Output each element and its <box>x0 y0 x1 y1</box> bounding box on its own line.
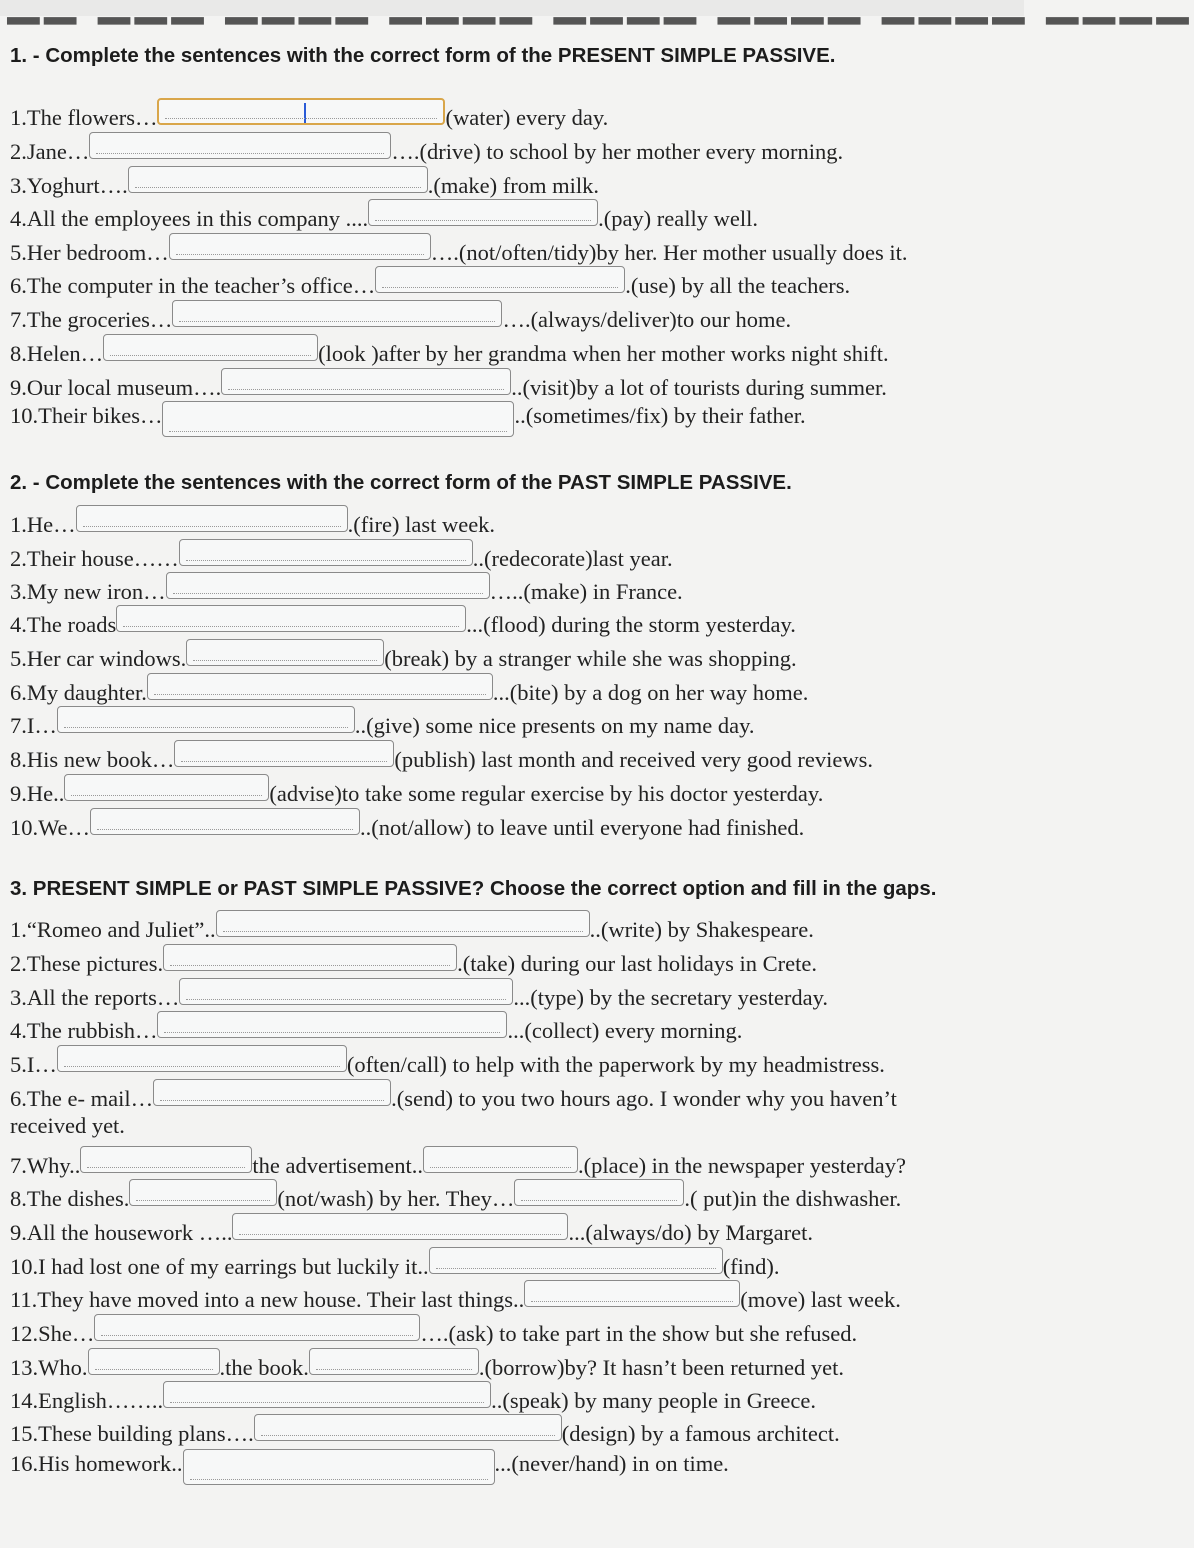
s3-gap-16[interactable] <box>183 1449 495 1485</box>
s3-gap-11[interactable] <box>524 1280 740 1307</box>
s1-sentence-3: 3.Yoghurt…. .(make) from milk. <box>10 166 599 194</box>
s1-sentence-8: 8.Helen… (look )after by her grandma when her mother works night shift. <box>10 334 889 362</box>
s3-sentence-7: 7.Why.. the advertisement.. .(place) in the newspaper yesterday? <box>10 1146 906 1174</box>
s2-sentence-7: 7.I… ..(give) some nice presents on my name day. <box>10 706 755 734</box>
s3-gap-1[interactable] <box>216 910 590 937</box>
s3-gap-7b[interactable] <box>423 1146 578 1173</box>
s2-gap-5[interactable] <box>186 639 384 666</box>
s3-sentence-6: 6.The e- mail… .(send) to you two hours ago. I wonder why you haven’t <box>10 1079 897 1107</box>
s3-gap-5[interactable] <box>57 1045 347 1072</box>
s3-gap-12[interactable] <box>94 1314 420 1341</box>
s3-sentence-16: 16.His homework.. ...(never/hand) in on time. <box>10 1449 729 1477</box>
s2-sentence-2: 2.Their house…… ..(redecorate)last year. <box>10 539 673 567</box>
s3-sentence-12: 12.She… ….(ask) to take part in the show but she refused. <box>10 1314 857 1342</box>
s3-sentence-4: 4.The rubbish… ...(collect) every morning. <box>10 1011 742 1039</box>
s3-gap-6[interactable] <box>153 1079 391 1106</box>
s2-gap-6[interactable] <box>147 673 493 700</box>
s1-sentence-1: 1.The flowers… (water) every day. <box>10 98 608 126</box>
s3-sentence-2: 2.These pictures. .(take) during our last holidays in Crete. <box>10 944 817 972</box>
s1-sentence-10: 10.Their bikes… ..(sometimes/fix) by their father. <box>10 401 806 429</box>
s1-sentence-7: 7.The groceries… ….(always/deliver)to our home. <box>10 300 791 328</box>
section-3-title: 3. PRESENT SIMPLE or PAST SIMPLE PASSIVE? Choose the correct option and fill in the gaps. <box>10 877 937 900</box>
s2-gap-1[interactable] <box>76 505 348 532</box>
s3-gap-8b[interactable] <box>514 1179 684 1206</box>
s3-sentence-11: 11.They have moved into a new house. Their last things.. (move) last week. <box>10 1280 901 1308</box>
s1-gap-3[interactable] <box>128 166 428 193</box>
s3-sentence-6-continued: received yet. <box>10 1113 125 1138</box>
cropped-title-fragment: ▁▁ ▁▁▁ ▁▁▁▁ ▁▁▁▁ ▁▁▁▁ ▁▁▁▁ ▁▁▁▁ ▁▁▁▁ <box>8 0 1194 23</box>
s2-gap-4[interactable] <box>116 605 466 632</box>
s3-gap-8a[interactable] <box>129 1179 277 1206</box>
s2-sentence-9: 9.He.. (advise)to take some regular exercise by his doctor yesterday. <box>10 774 823 802</box>
s1-sentence-9: 9.Our local museum…. ..(visit)by a lot of tourists during summer. <box>10 368 887 396</box>
s2-sentence-4: 4.The roads ...(flood) during the storm yesterday. <box>10 605 796 633</box>
s2-gap-7[interactable] <box>57 706 355 733</box>
section-2-title: 2. - Complete the sentences with the correct form of the PAST SIMPLE PASSIVE. <box>10 471 792 494</box>
s2-gap-10[interactable] <box>90 808 360 835</box>
s3-sentence-10: 10.I had lost one of my earrings but luckily it.. (find). <box>10 1247 780 1275</box>
s1-gap-7[interactable] <box>172 300 502 327</box>
s2-sentence-8: 8.His new book… (publish) last month and received very good reviews. <box>10 740 873 768</box>
s1-sentence-5: 5.Her bedroom… ….(not/often/tidy)by her. Her mother usually does it. <box>10 233 908 261</box>
s3-gap-7a[interactable] <box>80 1146 252 1173</box>
s3-sentence-14: 14.English…….. ..(speak) by many people in Greece. <box>10 1381 816 1409</box>
s2-gap-9[interactable] <box>64 774 269 801</box>
s1-sentence-4: 4.All the employees in this company .... .(pay) really well. <box>10 199 758 227</box>
s1-gap-5[interactable] <box>169 233 431 260</box>
s3-gap-13b[interactable] <box>309 1348 479 1375</box>
cropped-title-strip <box>0 0 1194 23</box>
s3-gap-10[interactable] <box>429 1247 723 1274</box>
s2-sentence-5: 5.Her car windows. (break) by a stranger while she was shopping. <box>10 639 797 667</box>
s1-gap-6[interactable] <box>375 266 625 293</box>
s2-gap-3[interactable] <box>166 572 490 599</box>
s1-gap-8[interactable] <box>103 334 318 361</box>
s3-sentence-1: 1.“Romeo and Juliet”.. ..(write) by Shakespeare. <box>10 910 814 938</box>
s3-sentence-9: 9.All the housework ….. ...(always/do) by Margaret. <box>10 1213 813 1241</box>
s3-gap-2[interactable] <box>163 944 457 971</box>
s1-sentence-6: 6.The computer in the teacher’s office… .(use) by all the teachers. <box>10 266 850 294</box>
s3-sentence-8: 8.The dishes. (not/wash) by her. They… .( put)in the dishwasher. <box>10 1179 901 1207</box>
s3-sentence-13: 13.Who. .the book. .(borrow)by? It hasn’t been returned yet. <box>10 1348 844 1376</box>
s3-sentence-5: 5.I… (often/call) to help with the paperwork by my headmistress. <box>10 1045 885 1073</box>
s3-sentence-15: 15.These building plans…. (design) by a famous architect. <box>10 1414 840 1442</box>
s1-gap-2[interactable] <box>89 132 391 159</box>
section-1-title: 1. - Complete the sentences with the correct form of the PRESENT SIMPLE PASSIVE. <box>10 44 836 67</box>
s3-gap-4[interactable] <box>157 1011 507 1038</box>
s2-sentence-3: 3.My new iron… …..(make) in France. <box>10 572 683 600</box>
s1-gap-4[interactable] <box>368 199 598 226</box>
s2-sentence-1: 1.He… .(fire) last week. <box>10 505 495 533</box>
s3-gap-14[interactable] <box>163 1381 491 1408</box>
s3-gap-15[interactable] <box>254 1414 562 1441</box>
s2-gap-8[interactable] <box>174 740 394 767</box>
s1-sentence-2: 2.Jane… ….(drive) to school by her mother every morning. <box>10 132 843 160</box>
s3-gap-9[interactable] <box>232 1213 568 1240</box>
s1-gap-10[interactable] <box>162 401 514 437</box>
s2-sentence-10: 10.We… ..(not/allow) to leave until everyone had finished. <box>10 808 804 836</box>
s3-sentence-3: 3.All the reports… ...(type) by the secretary yesterday. <box>10 978 828 1006</box>
s1-gap-1[interactable] <box>157 98 445 125</box>
s3-gap-3[interactable] <box>179 978 513 1005</box>
s2-sentence-6: 6.My daughter. ...(bite) by a dog on her way home. <box>10 673 808 701</box>
s1-gap-9[interactable] <box>221 368 511 395</box>
s2-gap-2[interactable] <box>179 539 473 566</box>
text-cursor <box>304 103 306 123</box>
s3-gap-13a[interactable] <box>88 1348 220 1375</box>
